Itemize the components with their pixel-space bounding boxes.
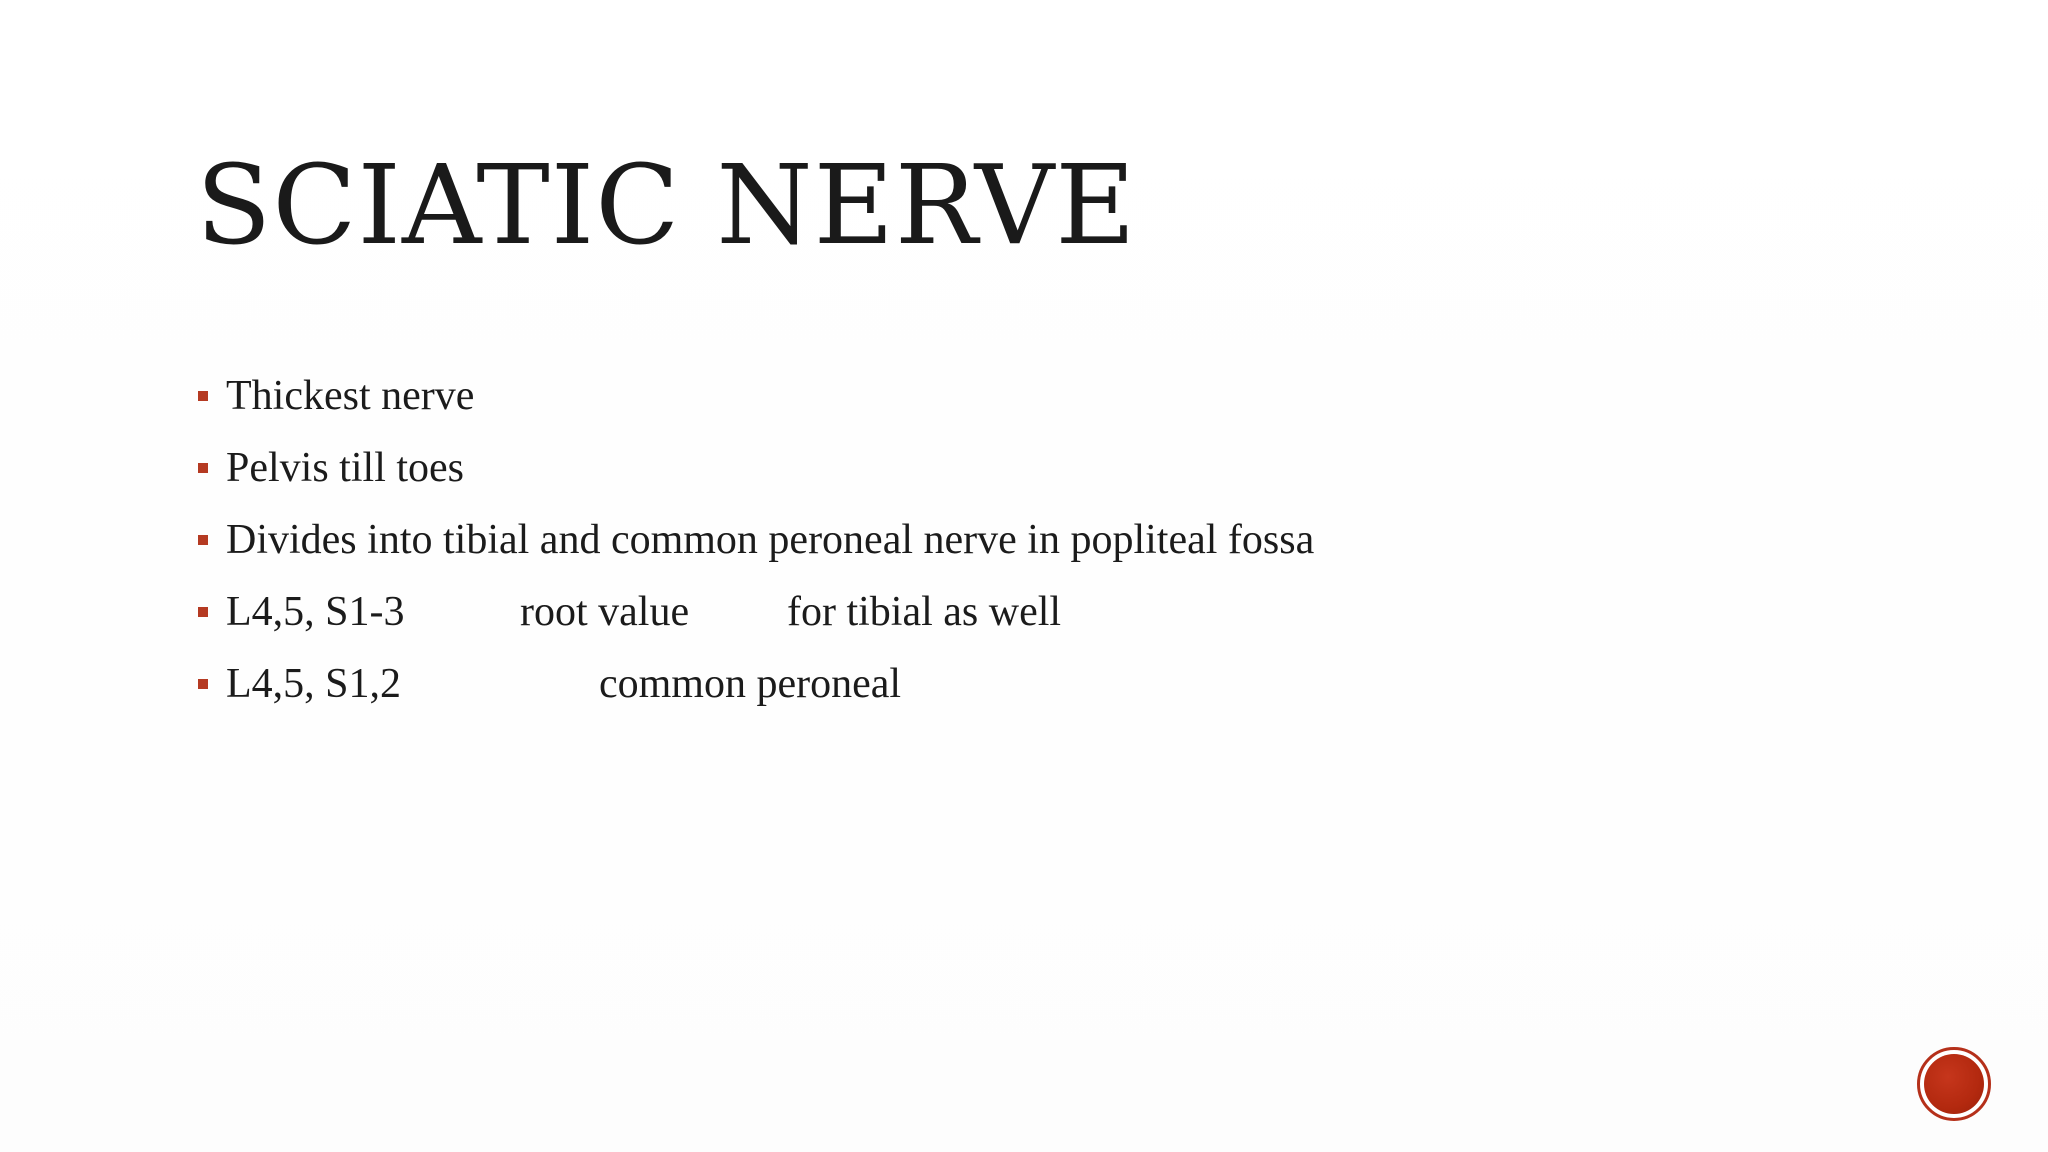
nerve-target: for tibial as well bbox=[787, 589, 1062, 635]
square-bullet-icon bbox=[198, 391, 208, 401]
bullet-text: Thickest nerve bbox=[226, 373, 475, 419]
slide-title: SCIATIC NERVE bbox=[196, 141, 1137, 269]
root-levels: L4,5, S1,2 bbox=[226, 661, 402, 707]
root-label: root value bbox=[520, 589, 690, 635]
bullet-text: Pelvis till toes bbox=[226, 445, 465, 491]
root-levels: L4,5, S1-3 bbox=[226, 589, 405, 635]
square-bullet-icon bbox=[198, 535, 208, 545]
bullet-text: Divides into tibial and common peroneal nerve in popliteal fossa bbox=[226, 517, 1315, 563]
circle-nav-icon bbox=[1924, 1054, 1984, 1114]
square-bullet-icon bbox=[198, 463, 208, 473]
slide-nav-button[interactable] bbox=[1917, 1047, 1991, 1121]
square-bullet-icon bbox=[198, 607, 208, 617]
nerve-target: common peroneal bbox=[599, 661, 902, 707]
square-bullet-icon bbox=[198, 679, 208, 689]
